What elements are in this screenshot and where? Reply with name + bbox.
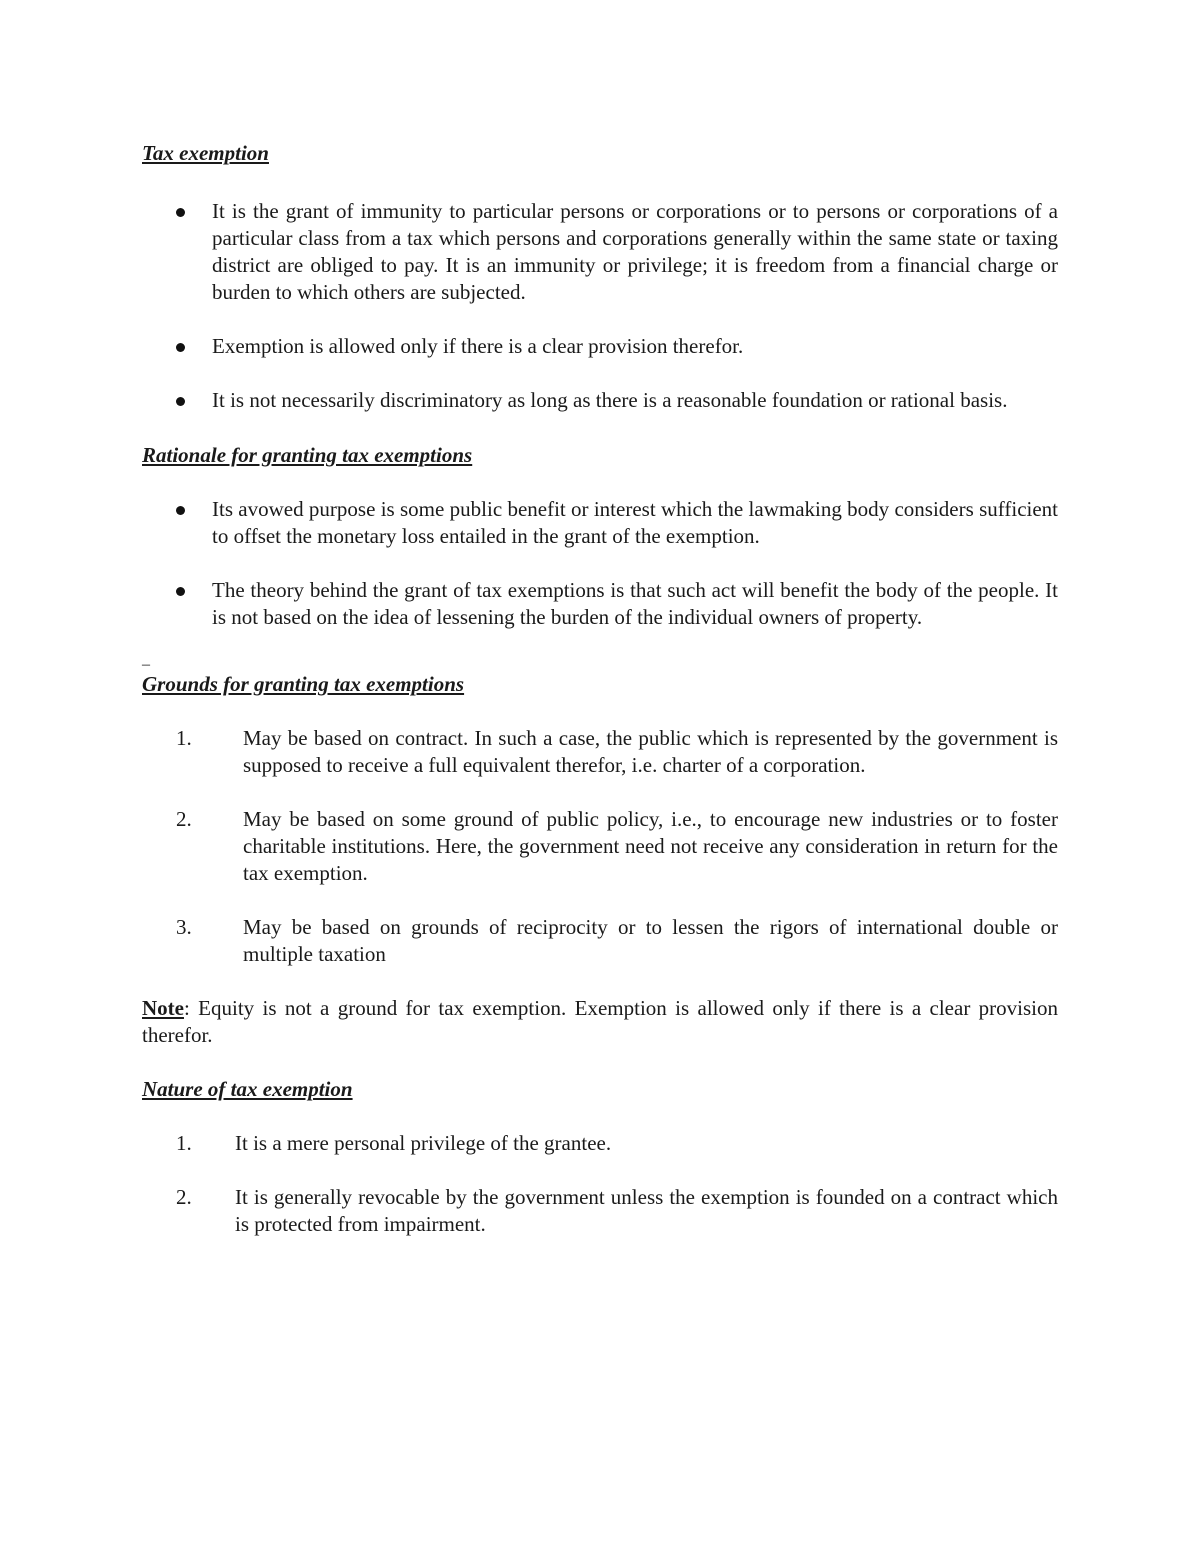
grounds-list — [142, 725, 1058, 968]
bullet-item — [142, 198, 1058, 306]
tax-exemption-bullets — [142, 198, 1058, 414]
bullet-text: Exemption is allowed only if there is a clear provision therefor. — [212, 334, 744, 358]
heading-nature: Nature of tax exemption — [142, 1077, 353, 1101]
list-number: 1. — [176, 726, 192, 750]
list-number: 3. — [176, 915, 192, 939]
note-label: Note — [142, 996, 184, 1020]
bullet-item — [142, 577, 1058, 631]
list-item — [142, 725, 1058, 779]
note-text: : Equity is not a ground for tax exemption. Exemption is allowed only if there is a clear provision therefor. — [142, 996, 1058, 1047]
list-text: It is a mere personal privilege of the grantee. — [235, 1131, 612, 1155]
note-paragraph — [142, 995, 1058, 1049]
bullet-item — [142, 387, 1058, 414]
document-page — [142, 140, 1058, 1238]
nature-list — [142, 1130, 1058, 1238]
heading-tax-exemption: Tax exemption — [142, 141, 269, 165]
list-number: 1. — [176, 1131, 192, 1155]
list-item — [142, 806, 1058, 887]
list-text: May be based on some ground of public policy, i.e., to encourage new industries or to foster charitable institutions. Here, the government need not receive any consideration in return for the tax exemption. — [243, 807, 1058, 885]
list-text: May be based on contract. In such a case, the public which is represented by the government is supposed to receive a full equivalent therefor, i.e. charter of a corporation. — [243, 726, 1058, 777]
bullet-icon — [176, 343, 185, 352]
bullet-item — [142, 496, 1058, 550]
heading-grounds: Grounds for granting tax exemptions — [142, 672, 465, 696]
bullet-icon — [176, 397, 185, 406]
list-text: May be based on grounds of reciprocity or to lessen the rigors of international double or multiple taxation — [243, 915, 1058, 966]
list-text: It is generally revocable by the government unless the exemption is founded on a contract which is protected from impairment. — [235, 1185, 1058, 1236]
list-item — [142, 1184, 1058, 1238]
heading-rationale: Rationale for granting tax exemptions — [142, 443, 473, 467]
list-item — [142, 1130, 1058, 1157]
list-item — [142, 914, 1058, 968]
bullet-text: It is not necessarily discriminatory as long as there is a reasonable foundation or rational basis. — [212, 388, 1008, 412]
list-number: 2. — [176, 807, 192, 831]
bullet-icon — [176, 587, 185, 596]
bullet-text: Its avowed purpose is some public benefit or interest which the lawmaking body considers sufficient to offset the monetary loss entailed in the grant of the exemption. — [212, 497, 1058, 548]
list-number: 2. — [176, 1185, 192, 1209]
rationale-bullets — [142, 496, 1058, 631]
stray-dash: – — [142, 656, 150, 673]
bullet-text: The theory behind the grant of tax exemptions is that such act will benefit the body of the people. It is not based on the idea of lessening the burden of the individual owners of property. — [212, 578, 1058, 629]
bullet-item — [142, 333, 1058, 360]
bullet-icon — [176, 506, 185, 515]
bullet-icon — [176, 208, 185, 217]
bullet-text: It is the grant of immunity to particular persons or corporations or to persons or corporations of a particular class from a tax which persons and corporations generally within the same state or taxing district are obliged to pay. It is an immunity or privilege; it is freedom from a financial charge or burden to which others are subjected. — [212, 199, 1058, 304]
